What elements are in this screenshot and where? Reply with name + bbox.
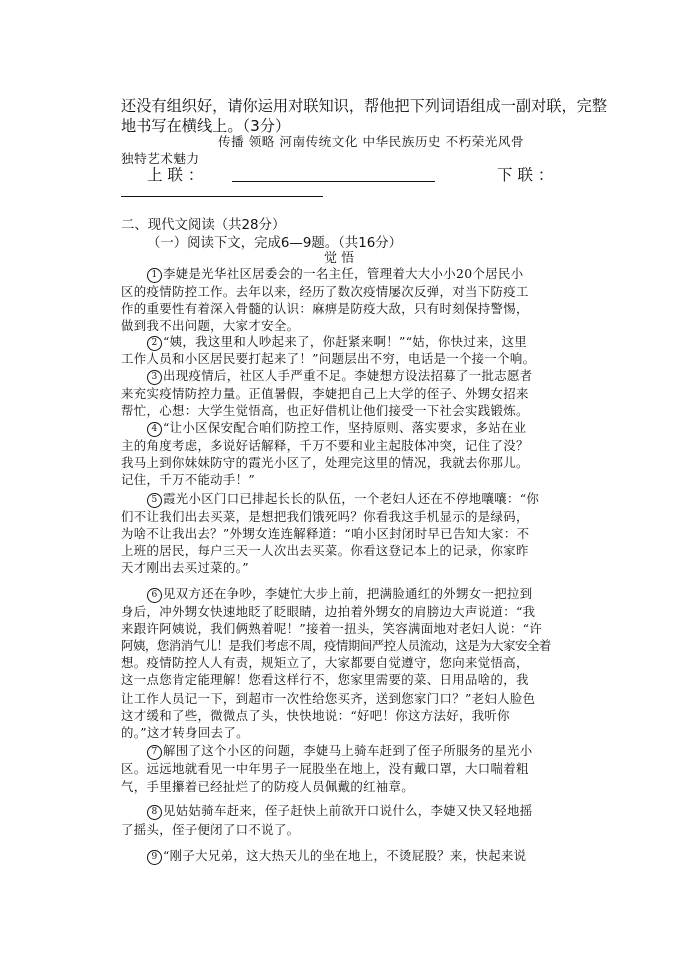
- question5-line2: 地书写在横线上。（3分）: [121, 117, 291, 135]
- paragraph-1-line-3: 作的重要性有着深入骨髓的认识：麻痹是防疫大敌，只有时刻保持警惕，: [121, 301, 529, 316]
- paragraph-6-line-7: 让工作人员记一下，到超市一次性给您买齐，送到您家门口？”老妇人脸色: [121, 691, 536, 706]
- paragraph-number-8: 8: [147, 805, 162, 820]
- paragraph-number-6: 6: [147, 588, 162, 603]
- paragraph-1-line-2: 区的疫情防控工作。去年以来，经历了数次疫情屡次反弹，对当下防疫工: [121, 284, 529, 299]
- paragraph-2-line-1: 2 “姨，我这里和人吵起来了，你赶紧来啊！”“姑，你快过来，这里: [147, 332, 527, 351]
- paragraph-5-line-1: 5 霞光小区门口已排起长长的队伍，一个老妇人还在不停地嚷嚷：“你: [147, 489, 539, 508]
- paragraph-8-line-1: 8 见姑姑骑车赶来，侄子赶快上前欲开口说什么，李婕又快又轻地摇: [147, 801, 532, 820]
- paragraph-6-line-2: 身后，冲外甥女快速地眨了眨眼睛，边拍着外甥女的肩膀边大声说道：“我: [121, 604, 536, 619]
- paragraph-6-line-9: 的。”这才转身回去了。: [121, 725, 249, 740]
- paragraph-1-line-1: 1 李婕是光华社区居委会的一名主任，管理着大大小小20个居民小: [147, 264, 523, 283]
- upper-couplet-blank[interactable]: [232, 181, 435, 182]
- paragraph-7-line-2: 区。远远地就看见一中年男子一屁股坐在地上，没有戴口罩，大口喘着粗: [121, 761, 529, 776]
- paragraph-6-line-5: 想。疫情防控人人有责，规矩立了，大家都要自觉遵守，您向来觉悟高，: [121, 655, 529, 670]
- paragraph-3-line-1: 3 出现疫情后，社区人手严重不足。李婕想方设法招募了一批志愿者: [147, 366, 532, 385]
- word-list-line1: 传播 领略 河南传统文化 中华民族历史 不朽荣光风骨: [218, 134, 525, 149]
- lower-couplet-label: 下 联 ：: [497, 166, 554, 184]
- paragraph-1-line-4: 做到我不出问题，大家才安全。: [121, 318, 300, 333]
- section2-title: 二、现代文阅读（共28分）: [121, 218, 286, 233]
- paragraph-5-line-2: 们不让我们出去买菜，是想把我们饿死吗？你看我这手机显示的是绿码，: [121, 509, 529, 524]
- paragraph-6-line-6: 这一点您肯定能理解！您看这样行不，您家里需要的菜、日用品啥的，我: [121, 672, 529, 687]
- paragraph-6-line-1: 6 见双方还在争吵，李婕忙大步上前，把满脸通红的外甥女一把拉到: [147, 584, 532, 603]
- paragraph-7-line-3: 气，手里攥着已经扯烂了的防疫人员佩戴的红袖章。: [121, 779, 415, 794]
- question5-line1: 还没有组织好，请你运用对联知识，帮他把下列词语组成一副对联，完整: [121, 97, 607, 115]
- paragraph-6-line-8: 这才缓和了些，微微点了头，快快地说：“好吧！你这方法好，我听你: [121, 708, 510, 723]
- lower-couplet-blank[interactable]: [121, 196, 323, 197]
- section2-subtitle: （一）阅读下文，完成6—9题。（共16分）: [147, 236, 403, 251]
- paragraph-5-line-3: 为啥不让我出去？”外甥女连连解释道：“咱小区封闭时早已告知大家：不: [121, 526, 530, 541]
- paragraph-4-line-1: 4 “让小区保安配合咱们防控工作，坚持原则、落实要求，多站在业: [147, 418, 526, 437]
- paragraph-6-line-4: 阿姨，您消消气儿！是我们考虑不周，疫情期间严控人员流动，这是为大家安全着: [121, 638, 551, 653]
- paragraph-number-4: 4: [147, 422, 162, 437]
- paragraph-5-line-4: 上班的居民，每户三天一人次出去买菜。你看这登记本上的记录，你家昨: [121, 543, 529, 558]
- paragraph-number-9: 9: [147, 850, 162, 865]
- paragraph-4-line-2: 主的角度考虑，多说好话解释，千万不要和业主起肢体冲突，记住了没？: [121, 438, 529, 453]
- word-list-line2: 独特艺术魅力: [121, 151, 200, 166]
- article-title: 觉 悟: [324, 251, 355, 266]
- paragraph-number-7: 7: [147, 745, 162, 760]
- paragraph-3-line-3: 帮忙，心想：大学生觉悟高，也正好借机让他们接受一下社会实践锻炼。: [121, 403, 529, 418]
- upper-couplet-label: 上 联 ：: [147, 166, 204, 184]
- paragraph-number-5: 5: [147, 493, 162, 508]
- paragraph-6-line-3: 来跟许阿姨说，我们俩熟着呢！”接着一扭头，笑容满面地对老妇人说：“许: [121, 621, 543, 636]
- paragraph-7-line-1: 7 解围了这个小区的问题，李婕马上骑车赶到了侄子所服务的星光小: [147, 741, 532, 760]
- paragraph-9-line-1: 9 “刚子大兄弟，这大热天儿的坐在地上，不烫屁股？来，快起来说: [147, 846, 526, 865]
- paragraph-number-1: 1: [147, 268, 162, 283]
- paragraph-5-line-5: 天才刚出去买过菜的。”: [121, 560, 249, 575]
- paragraph-number-3: 3: [147, 370, 162, 385]
- paragraph-number-2: 2: [147, 336, 162, 351]
- paragraph-4-line-4: 记住，千万不能动手！”: [121, 472, 256, 487]
- paragraph-3-line-2: 来充实疫情防控力量。正值暑假，李婕把自己上大学的侄子、外甥女招来: [121, 386, 529, 401]
- paragraph-8-line-2: 了摇头，侄子便闭了口不说了。: [121, 822, 300, 837]
- paragraph-2-line-2: 工作人员和小区居民要打起来了！”问题层出不穷，电话是一个接一个响。: [121, 351, 536, 366]
- paragraph-4-line-3: 我马上到你妹妹防守的霞光小区了，处理完这里的情况，我就去你那儿。: [121, 455, 529, 470]
